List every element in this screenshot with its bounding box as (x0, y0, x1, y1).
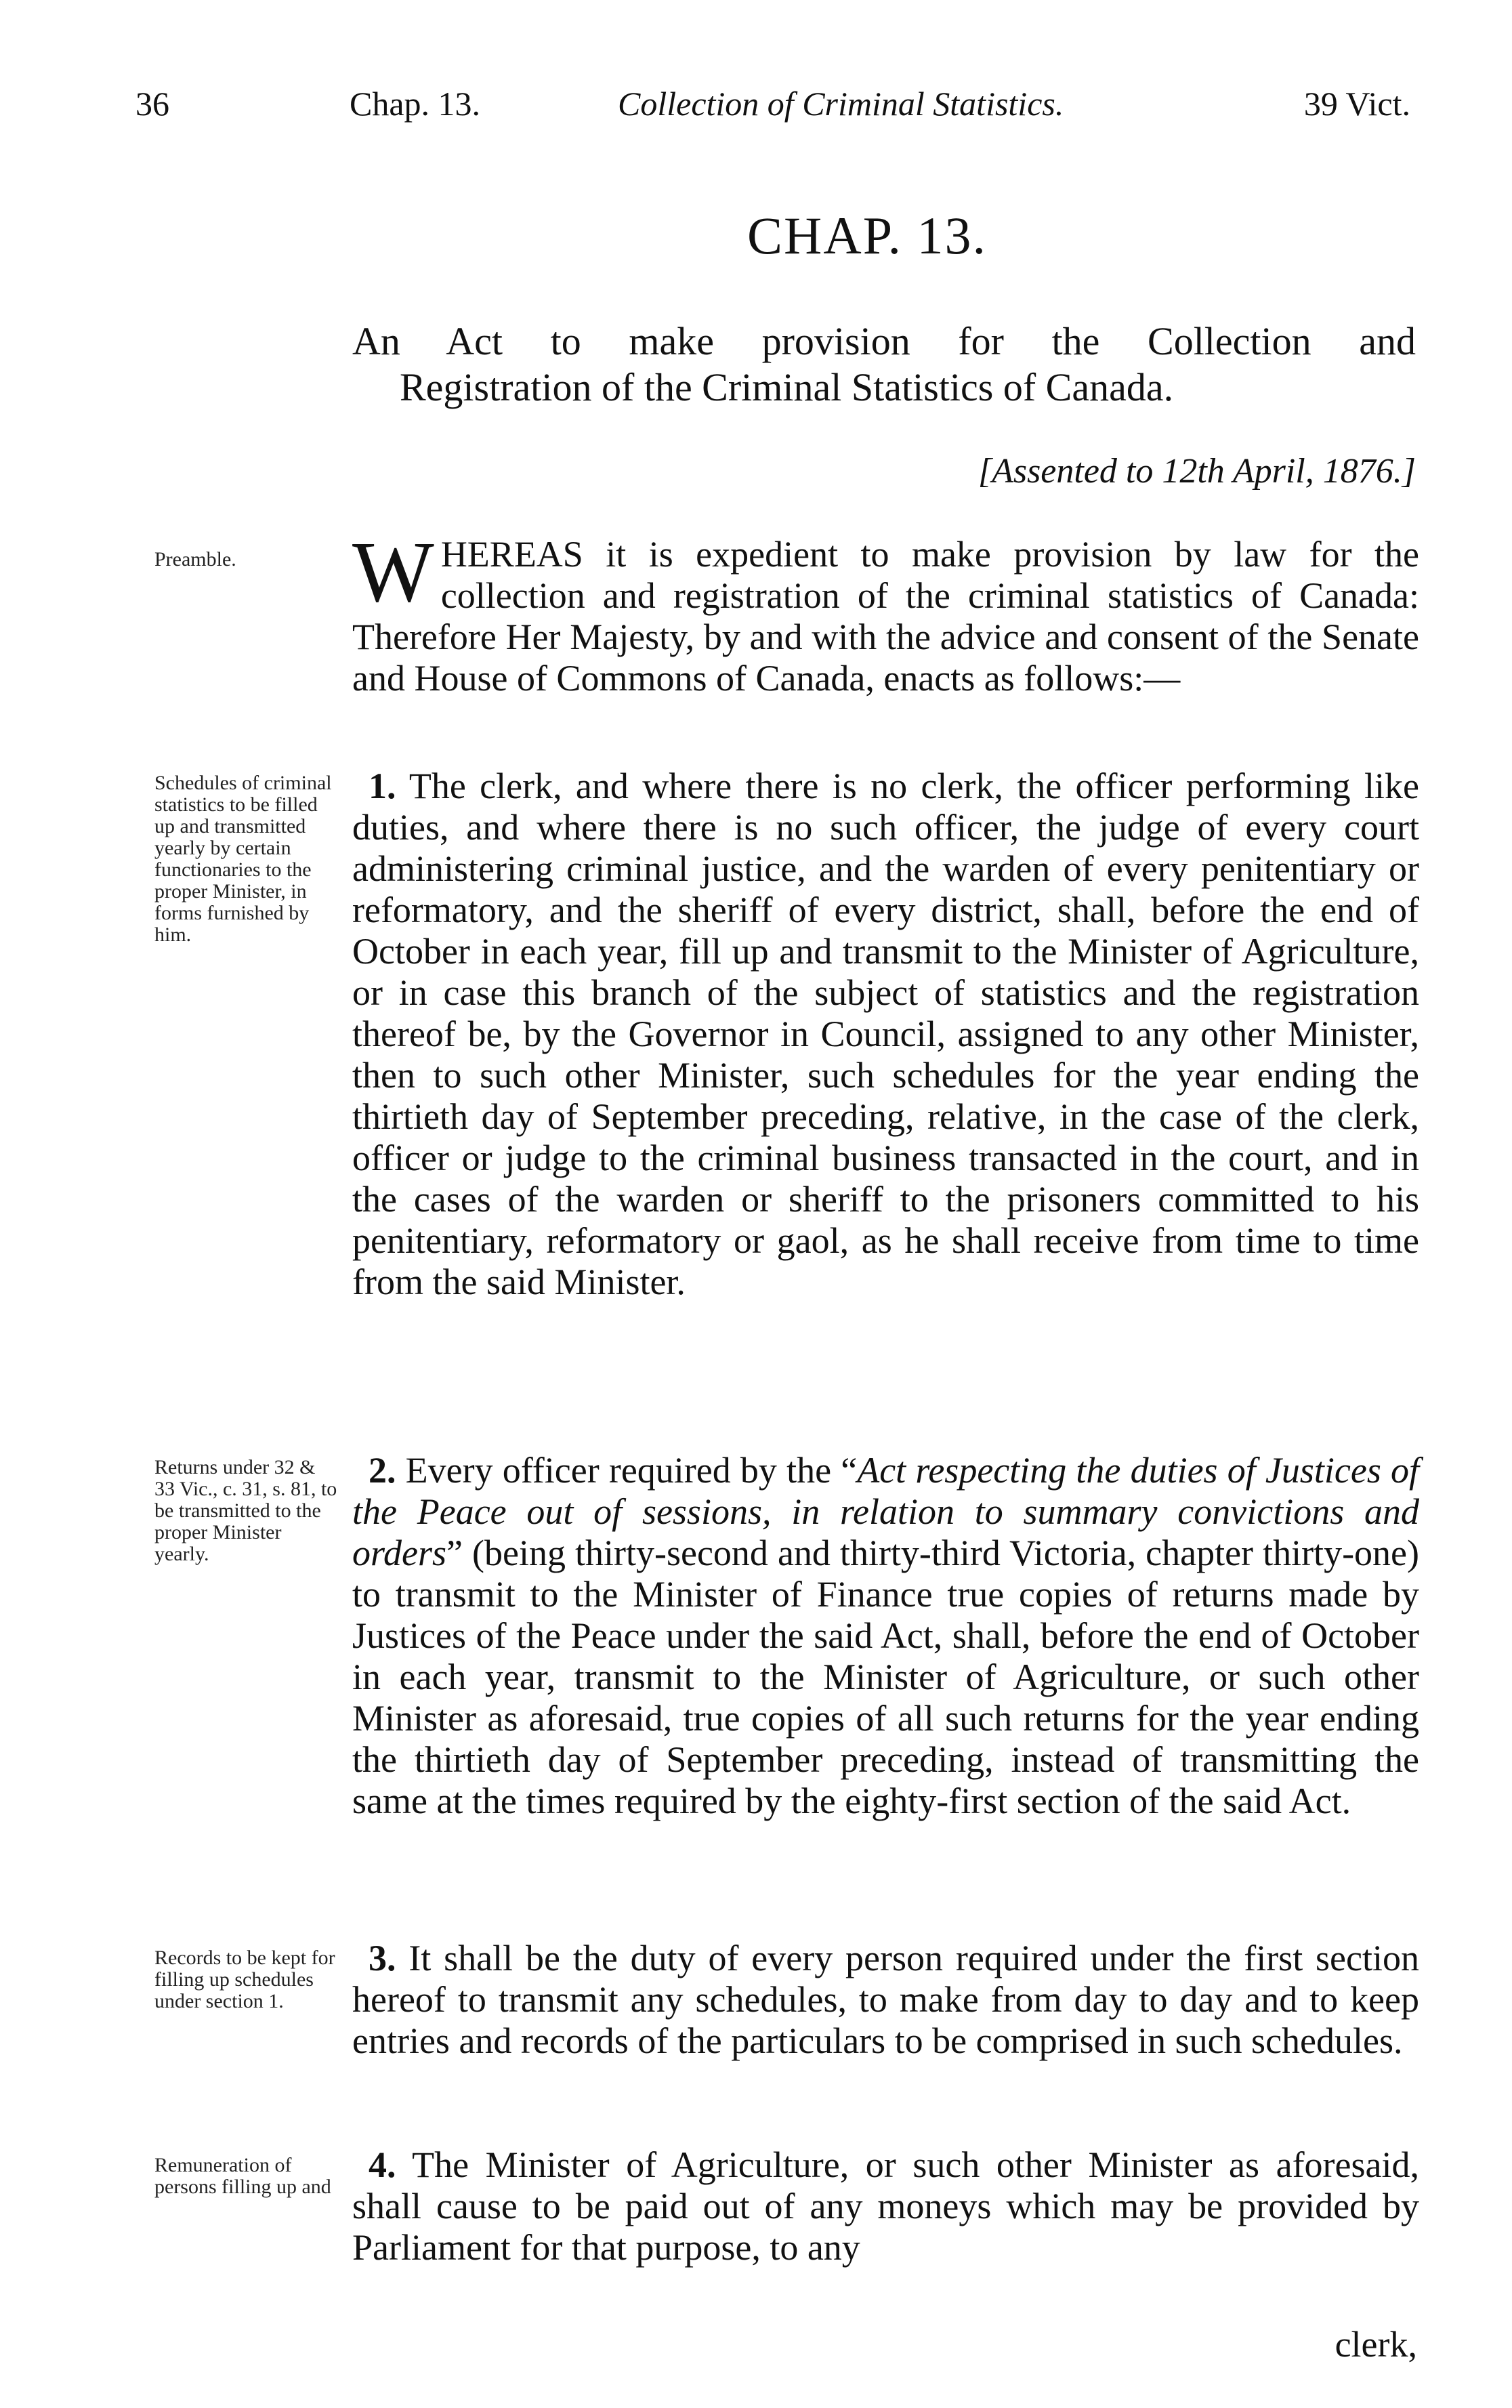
section-text: The clerk, and where there is no clerk, the officer performing like duties, and where there is no such officer, the judge of every court administering criminal justice, and the warden of every penitentiary or reformatory, and the sheriff of every district, shall, before the end of October in each year, fill up and transmit to the Minister of Agriculture, or in case this branch of the subject of statistics and the registration thereof be, by the Governor in Council, assigned to any other Minister, then to such other Minister, such schedules for the year ending the thirtieth day of September preceding, relative, in the case of the clerk, officer or judge to the criminal business transacted in the court, and in the cases of the warden or sheriff to the prisoners committed to his penitentiary, reformatory or gaol, as he shall receive from time to time from the said Minister. (352, 766, 1419, 1302)
section-number: 3. (369, 1938, 396, 1978)
section-text-after: ” (being thirty-second and thirty-third Victoria, chapter thirty-one) to transmit to the Minister of Finance true copies of returns made by Justices of the Peace under the said Act, shall, before the end of October in each year, transmit to the Minister of Agriculture, or such other Minister as aforesaid, true copies of all such returns for the year ending the thirtieth day of September preceding, instead of transmitting the same at the times required by the eighty-first section of the said Act. (352, 1533, 1419, 1821)
section-text: It shall be the duty of every person required under the first section hereof to transmit any schedules, to make from day to day and to keep entries and records of the particulars to be comprised in such schedules. (352, 1938, 1420, 2061)
running-head-title: Collection of Criminal Statistics. (618, 85, 1064, 123)
sidenote-preamble: Preamble. (154, 548, 236, 570)
running-head-chapter: Chap. 13. (350, 85, 481, 123)
drop-cap: W (352, 524, 434, 620)
act-long-title (352, 318, 1416, 411)
catchword: clerk, (1335, 2324, 1417, 2365)
section-text-before: Every officer required by the “ (405, 1450, 858, 1491)
chapter-heading: CHAP. 13. (747, 206, 987, 265)
preamble-paragraph (352, 524, 1419, 699)
long-title-line-1: An Act to make provision for the Collection and (352, 319, 1416, 363)
assent-date: [Assented to 12th April, 1876.] (978, 452, 1416, 491)
sidenote-section-2: Returns under 32 & 33 Vic., c. 31, s. 81, to be transmitted to the proper Minister yearly. (154, 1456, 337, 1565)
running-head (135, 80, 1410, 127)
section-text: The Minister of Agriculture, or such other Minister as aforesaid, shall cause to be paid out of any moneys which may be provided by Parliament for that purpose, to any (352, 2144, 1419, 2268)
section-1 (352, 766, 1419, 1303)
sidenote-section-3: Records to be kept for filling up schedules under section 1. (154, 1947, 335, 2012)
section-4 (352, 2144, 1419, 2268)
sidenote-section-1: Schedules of criminal statistics to be filled up and transmitted yearly by certain functionaries to the proper Minister, in forms furnished by him. (154, 772, 332, 946)
page-number: 36 (135, 85, 169, 123)
section-2 (352, 1450, 1419, 1822)
act-title-citation: Act respecting the duties of Justices of the Peace out of sessions, in relation to summary convictions and orders (352, 1450, 1420, 1573)
section-number: 1. (369, 766, 396, 806)
section-number: 2. (369, 1450, 396, 1491)
long-title-line-2: Registration of the Criminal Statistics of Canada. (400, 365, 1174, 409)
section-3 (352, 1938, 1419, 2062)
sidenote-section-4: Remuneration of persons filling up and (154, 2154, 331, 2198)
preamble-text: HEREAS it is expedient to make provision by law for the collection and registration of the criminal statistics of Canada: Therefore Her Majesty, by and with the advice and consent of the Senate and House of Commons of Canada, enacts as follows:— (352, 534, 1419, 699)
section-number: 4. (369, 2144, 396, 2185)
running-head-regnal-year: 39 Vict. (1303, 85, 1410, 123)
